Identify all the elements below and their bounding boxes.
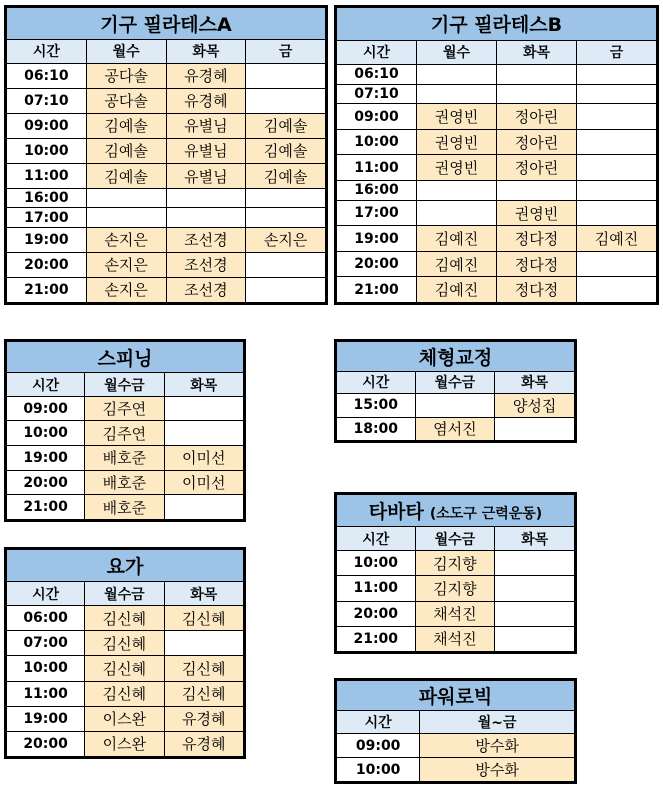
column-header: 월수금 [85,582,164,606]
instructor-cell: 김주연 [85,421,164,446]
empty-cell [577,181,657,201]
instructor-cell: 염서진 [415,417,495,440]
empty-cell [577,84,657,104]
instructor-cell: 손지은 [86,277,166,302]
time-cell: 19:00 [7,706,85,731]
column-header: 금 [246,39,326,63]
time-cell: 10:00 [337,551,416,576]
table-title [337,342,575,372]
time-cell: 19:00 [7,446,85,471]
table-title [7,342,244,373]
empty-cell [417,181,497,201]
pilates-b-schedule [334,5,659,305]
instructor-cell: 조선경 [166,252,246,277]
header-row [337,711,575,734]
instructor-cell: 권영빈 [417,129,497,155]
table-row [7,227,326,252]
tabata-schedule [334,492,577,654]
instructor-cell: 김신혜 [85,631,164,656]
table-row [7,113,326,138]
instructor-cell: 배호준 [85,495,164,520]
table-row [7,208,326,227]
table-row [337,551,575,576]
table-row [7,189,326,208]
time-cell: 06:00 [7,606,85,631]
time-cell: 15:00 [337,394,416,417]
table-row [337,601,575,626]
instructor-cell: 김예솔 [86,138,166,163]
time-cell: 10:00 [337,129,417,155]
table-title-text: 스피닝 [97,347,153,370]
header-row [337,527,575,551]
table-row [337,626,575,651]
instructor-cell: 공다솔 [86,63,166,88]
empty-cell [246,88,326,113]
time-cell: 11:00 [337,576,416,601]
table-title-text: 타바타 [368,501,424,524]
column-header: 월수금 [415,527,495,551]
column-header: 시간 [7,582,85,606]
instructor-cell: 채석진 [415,626,495,651]
instructor-cell: 이스완 [85,731,164,756]
table-row [337,251,657,277]
time-cell: 10:00 [7,138,87,163]
column-header: 화목 [495,527,575,551]
column-header: 월수금 [85,373,164,397]
instructor-cell: 이미선 [164,446,243,471]
instructor-cell: 유경혜 [166,88,246,113]
instructor-cell: 김신혜 [164,606,243,631]
time-cell: 07:10 [7,88,87,113]
column-header: 화목 [164,373,243,397]
instructor-cell: 정다정 [497,277,577,303]
table-row [7,63,326,88]
table-row [7,138,326,163]
instructor-cell: 이스완 [85,706,164,731]
time-cell: 20:00 [337,251,417,277]
table-row [7,421,244,446]
time-cell: 21:00 [337,626,416,651]
table-row [337,84,657,104]
time-cell: 11:00 [337,155,417,181]
time-cell: 21:00 [337,277,417,303]
instructor-cell: 김신혜 [164,681,243,706]
empty-cell [246,277,326,302]
pilates-a-schedule [4,5,328,305]
empty-cell [577,251,657,277]
empty-cell [577,200,657,226]
instructor-cell: 손지은 [246,227,326,252]
instructor-cell: 권영빈 [497,200,577,226]
table-row [337,734,575,758]
instructor-cell: 조선경 [166,227,246,252]
empty-cell [497,181,577,201]
empty-cell [164,396,243,421]
table-row [337,129,657,155]
time-cell: 09:00 [7,396,85,421]
column-header: 금 [577,40,657,64]
body-correction-schedule [334,339,577,443]
instructor-cell: 양성집 [495,394,575,417]
table-row [337,104,657,130]
instructor-cell: 채석진 [415,601,495,626]
header-row [7,582,244,606]
instructor-cell: 김예솔 [246,138,326,163]
table-row [7,470,244,495]
table-row [337,226,657,252]
time-cell: 21:00 [7,495,85,520]
time-cell: 16:00 [337,181,417,201]
empty-cell [417,200,497,226]
instructor-cell: 김예솔 [246,163,326,188]
time-cell: 06:10 [337,64,417,84]
time-cell: 10:00 [7,656,85,681]
instructor-cell: 유경혜 [164,731,243,756]
table-title-text: 체형교정 [418,346,493,369]
instructor-cell: 배호준 [85,446,164,471]
empty-cell [495,601,575,626]
time-cell: 20:00 [337,601,416,626]
empty-cell [86,208,166,227]
column-header: 월수금 [415,371,495,393]
instructor-cell: 김예진 [417,251,497,277]
column-header: 시간 [337,371,416,393]
empty-cell [415,394,495,417]
table-row [337,576,575,601]
instructor-cell: 조선경 [166,277,246,302]
instructor-cell: 김예솔 [86,163,166,188]
empty-cell [417,84,497,104]
column-header: 화목 [164,582,243,606]
table-row [7,396,244,421]
time-cell: 11:00 [7,163,87,188]
instructor-cell: 김신혜 [85,656,164,681]
table-title [337,495,575,527]
table-row [7,495,244,520]
instructor-cell: 김예솔 [246,113,326,138]
empty-cell [166,208,246,227]
instructor-cell: 정다정 [497,251,577,277]
time-cell: 17:00 [337,200,417,226]
empty-cell [497,84,577,104]
instructor-cell: 공다솔 [86,88,166,113]
column-header: 시간 [337,40,417,64]
table-row [337,64,657,84]
instructor-cell: 정아린 [497,104,577,130]
instructor-cell: 김신혜 [164,656,243,681]
table-row [7,252,326,277]
instructor-cell: 김지향 [415,551,495,576]
time-cell: 09:00 [7,113,87,138]
header-row [7,39,326,63]
empty-cell [495,576,575,601]
empty-cell [495,626,575,651]
instructor-cell: 권영빈 [417,104,497,130]
time-cell: 09:00 [337,104,417,130]
table-title [337,8,657,41]
table-row [7,277,326,302]
table-title [337,681,575,711]
header-row [337,371,575,393]
table-title [7,8,326,40]
empty-cell [577,277,657,303]
instructor-cell: 손지은 [86,227,166,252]
table-title-text: 파워로빅 [418,686,493,709]
instructor-cell: 김지향 [415,576,495,601]
time-cell: 21:00 [7,277,87,302]
time-cell: 11:00 [7,681,85,706]
instructor-cell: 김예진 [417,277,497,303]
time-cell: 20:00 [7,470,85,495]
table-title [7,550,244,582]
spinning-schedule [4,339,246,522]
time-cell: 18:00 [337,417,416,440]
instructor-cell: 김예진 [577,226,657,252]
empty-cell [417,64,497,84]
table-row [337,758,575,782]
instructor-cell: 정다정 [497,226,577,252]
table-row [7,706,244,731]
column-header: 월수 [86,39,166,63]
table-row [7,631,244,656]
empty-cell [246,189,326,208]
instructor-cell: 정아린 [497,155,577,181]
instructor-cell: 정아린 [497,129,577,155]
column-header: 화목 [497,40,577,64]
instructor-cell: 배호준 [85,470,164,495]
column-header: 화목 [166,39,246,63]
instructor-cell: 김신혜 [85,606,164,631]
time-cell: 19:00 [7,227,87,252]
empty-cell [577,129,657,155]
empty-cell [497,64,577,84]
header-row [7,373,244,397]
time-cell: 20:00 [7,252,87,277]
table-row [337,155,657,181]
table-row [337,200,657,226]
instructor-cell: 유별님 [166,113,246,138]
table-row [337,394,575,417]
empty-cell [577,64,657,84]
table-row [7,163,326,188]
instructor-cell: 유별님 [166,138,246,163]
instructor-cell: 김주연 [85,396,164,421]
instructor-cell: 김신혜 [85,681,164,706]
empty-cell [164,421,243,446]
table-row [7,88,326,113]
time-cell: 10:00 [337,758,420,782]
instructor-cell: 유경혜 [164,706,243,731]
table-row [7,731,244,756]
column-header: 월수 [417,40,497,64]
empty-cell [166,189,246,208]
table-title-text: 기구 필라테스A [100,13,232,36]
column-header: 월~금 [420,711,575,734]
time-cell: 07:00 [7,631,85,656]
instructor-cell: 김예진 [417,226,497,252]
instructor-cell: 손지은 [86,252,166,277]
empty-cell [246,63,326,88]
table-row [7,606,244,631]
instructor-cell: 방수화 [420,758,575,782]
column-header: 시간 [337,527,416,551]
column-header: 시간 [337,711,420,734]
table-row [337,277,657,303]
instructor-cell: 권영빈 [417,155,497,181]
empty-cell [246,208,326,227]
time-cell: 10:00 [7,421,85,446]
table-row [7,446,244,471]
instructor-cell: 유경혜 [166,63,246,88]
empty-cell [577,104,657,130]
table-row [337,181,657,201]
empty-cell [495,551,575,576]
time-cell: 20:00 [7,731,85,756]
time-cell: 06:10 [7,63,87,88]
instructor-cell: 방수화 [420,734,575,758]
empty-cell [246,252,326,277]
time-cell: 19:00 [337,226,417,252]
table-subtitle: (소도구 근력운동) [429,506,543,523]
table-title-text: 기구 필라테스B [430,14,563,37]
empty-cell [577,155,657,181]
column-header: 시간 [7,373,85,397]
empty-cell [164,495,243,520]
header-row [337,40,657,64]
empty-cell [86,189,166,208]
time-cell: 17:00 [7,208,87,227]
table-title-text: 요가 [106,556,144,578]
table-row [7,681,244,706]
instructor-cell: 이미선 [164,470,243,495]
empty-cell [164,631,243,656]
column-header: 화목 [495,371,575,393]
yoga-schedule [4,547,246,759]
instructor-cell: 유별님 [166,163,246,188]
table-row [337,417,575,440]
instructor-cell: 김예솔 [86,113,166,138]
time-cell: 09:00 [337,734,420,758]
power-aerobic-schedule [334,678,577,784]
column-header: 시간 [7,39,87,63]
time-cell: 16:00 [7,189,87,208]
empty-cell [495,417,575,440]
time-cell: 07:10 [337,84,417,104]
table-row [7,656,244,681]
